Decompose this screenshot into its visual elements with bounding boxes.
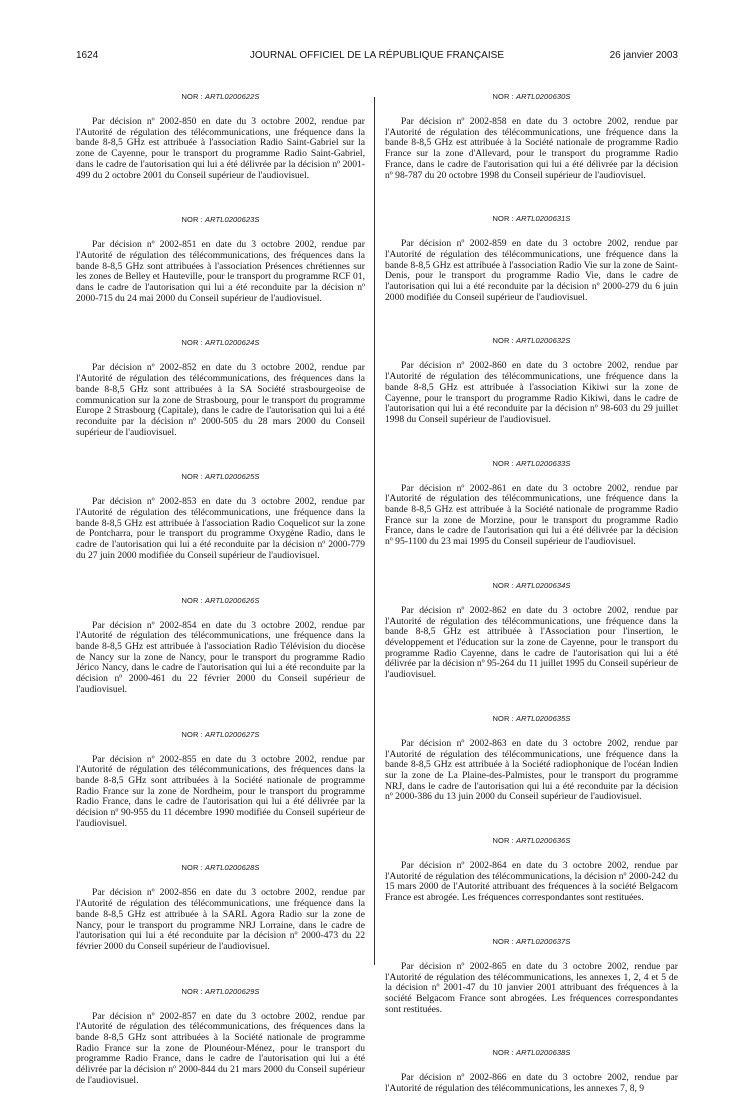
issue-date: 26 janvier 2003 — [609, 50, 678, 61]
nor-label: NOR : — [181, 472, 203, 482]
decision-entry — [76, 594, 365, 696]
decision-entry — [385, 1046, 678, 1094]
decision-text: Par décision nº 2002-854 en date du 3 octobre 2002, rendue par l'Autorité de régulation des télécommunications, une fréquence dans la bande 8-8,5 GHz est attribuée à l'association Radio Télévision du diocèse de Nancy sur la zone de Nancy, pour le transport du programme Radio Jérico Nancy, dans le cadre de l'autorisation qui lui a été reconduite par la décision nº 2000-461 du 22 février 2000 du Conseil supérieur de l'audiovisuel. — [76, 619, 365, 695]
nor-label: NOR : — [181, 729, 203, 739]
nor-code: ARTL0200636S — [516, 836, 571, 846]
decision-entry — [385, 90, 678, 181]
decision-text: Par décision nº 2002-859 en date du 3 octobre 2002, rendue par l'Autorité de régulation des télécommunications, une fréquence dans la bande 8-8,5 GHz est attribuée à l'association Radio Vie sur la zone de Saint-Denis, pour le transport du programme Radio Vie, dans le cadre de l'autorisation qui lui a été reconduite par la décision nº 2000-279 du 6 juin 2000 modifiée du Conseil supérieur de l'audiovisuel. — [385, 238, 678, 303]
nor-reference — [76, 336, 365, 350]
decision-text: Par décision nº 2002-860 en date du 3 octobre 2002, rendue par l'Autorité de régulation des télécommunications, une fréquence dans la bande 8-8,5 GHz est attribuée à l'association Kikiwi sur la zone de Cayenne, pour le transport du programme Radio Kikiwi, dans le cadre de l'autorisation qui lui a été reconduite par la décision nº 98-603 du 29 juillet 1998 du Conseil supérieur de l'audiovisuel. — [385, 360, 678, 425]
decision-text: Par décision nº 2002-857 en date du 3 octobre 2002, rendue par l'Autorité de régulation des télécommunications, des fréquences dans la bande 8-8,5 GHz sont attribuées à la Société nationale de programme Radio France sur la zone de Plounéour-Ménez, pour le transport du programme Radio France, dans le cadre de l'autorisation qui lui a été délivrée par la décision nº 2000-844 du 21 mars 2000 du Conseil supérieur de l'audiovisuel. — [76, 1010, 365, 1086]
nor-code: ARTL0200627S — [205, 729, 260, 739]
column-divider — [374, 97, 375, 965]
nor-label: NOR : — [181, 595, 203, 605]
decision-text: Par décision nº 2002-856 en date du 3 octobre 2002, rendue par l'Autorité de régulation des télécommunications, une fréquence dans la bande 8-8,5 GHz est attribuée à la SARL Agora Radio sur la zone de Nancy, pour le transport du programme NRJ Lorraine, dans le cadre de l'autorisation qui lui a été reconduite par la décision nº 2000-473 du 22 février 2000 du Conseil supérieur de l'audiovisuel. — [76, 887, 365, 952]
decision-entry — [76, 861, 365, 952]
decision-entry — [76, 336, 365, 438]
nor-reference — [385, 579, 678, 593]
decision-entry — [385, 579, 678, 681]
nor-label: NOR : — [492, 836, 514, 846]
nor-reference — [385, 935, 678, 949]
right-column — [385, 90, 678, 1104]
nor-label: NOR : — [492, 1048, 514, 1058]
nor-code: ARTL0200635S — [516, 713, 571, 723]
nor-reference — [76, 90, 365, 104]
nor-reference — [385, 712, 678, 726]
decision-entry — [76, 213, 365, 304]
decision-entry — [385, 334, 678, 425]
nor-label: NOR : — [492, 92, 514, 101]
nor-code: ARTL0200630S — [516, 92, 571, 101]
nor-code: ARTL0200638S — [516, 1048, 571, 1058]
nor-label: NOR : — [492, 936, 514, 946]
nor-label: NOR : — [492, 214, 514, 224]
nor-reference — [76, 213, 365, 227]
nor-label: NOR : — [181, 215, 203, 225]
decision-text: Par décision nº 2002-862 en date du 3 octobre 2002, rendue par l'Autorité de régulation des télécommunications, une fréquence dans la bande 8-8,5 GHz est attribuée à l'Association pour l'insertion, le développement et l'éducation sur la zone de Cayenne, pour le transport du programme Radio Cayenne, dans le cadre de l'autorisation qui lui a été délivrée par la décision nº 95-264 du 11 juillet 1995 du Conseil supérieur de l'audiovisuel. — [385, 604, 678, 681]
nor-label: NOR : — [181, 986, 203, 996]
decision-entry — [385, 712, 678, 803]
nor-code: ARTL0200629S — [205, 986, 260, 996]
nor-reference — [76, 594, 365, 608]
nor-code: ARTL0200634S — [516, 580, 571, 590]
nor-code: ARTL0200632S — [516, 336, 571, 346]
nor-label: NOR : — [492, 458, 514, 468]
nor-reference — [76, 728, 365, 742]
nor-label: NOR : — [181, 92, 203, 101]
nor-code: ARTL0200633S — [516, 458, 571, 468]
decision-entry — [385, 457, 678, 548]
nor-label: NOR : — [181, 863, 203, 873]
nor-reference — [385, 90, 678, 104]
decision-text: Par décision nº 2002-863 en date du 3 octobre 2002, rendue par l'Autorité de régulation des télécommunications, une fréquence dans la bande 8-8,5 GHz est attribuée à la Société radiophonique de l'océan Indien sur la zone de La Plaine-des-Palmistes, pour le transport du programme NRJ, dans le cadre de l'autorisation qui lui a été reconduite par la décision nº 2000-386 du 13 juin 2000 du Conseil supérieur de l'audiovisuel. — [385, 737, 678, 803]
nor-code: ARTL0200622S — [205, 92, 260, 101]
decision-text: Par décision nº 2002-866 en date du 3 octobre 2002, rendue par l'Autorité de régulation des télécommunications, les annexes 7, 8, 9 — [385, 1072, 678, 1095]
nor-reference — [385, 834, 678, 848]
nor-label: NOR : — [492, 713, 514, 723]
nor-code: ARTL0200631S — [516, 214, 571, 224]
nor-label: NOR : — [181, 338, 203, 348]
decision-text: Par décision nº 2002-861 en date du 3 octobre 2002, rendue par l'Autorité de régulation des télécommunications, une fréquence dans la bande 8-8,5 GHz est attribuée à la Société nationale de programme Radio France sur la zone de Morzine, pour le transport du programme Radio France, dans le cadre de l'autorisation qui lui a été délivrée par la décision nº 95-1100 du 23 mai 1995 du Conseil supérieur de l'audiovisuel. — [385, 482, 678, 548]
nor-label: NOR : — [492, 580, 514, 590]
decision-text: Par décision nº 2002-858 en date du 3 octobre 2002, rendue par l'Autorité de régulation des télécommunications, une fréquence dans la bande 8-8,5 GHz est attribuée à la Société nationale de programme Radio France sur la zone d'Allevard, pour le transport du programme Radio France, dans le cadre de l'autorisation qui lui a été délivrée par la décision nº 98-787 du 20 octobre 1998 du Conseil supérieur de l'audiovisuel. — [385, 116, 678, 181]
nor-code: ARTL0200637S — [516, 936, 571, 946]
nor-reference — [76, 470, 365, 484]
decision-entry — [385, 935, 678, 1016]
nor-reference — [385, 457, 678, 471]
nor-reference — [385, 1046, 678, 1060]
decision-entry — [385, 212, 678, 303]
nor-reference — [385, 212, 678, 226]
decision-text: Par décision nº 2002-852 en date du 3 octobre 2002, rendue par l'Autorité de régulation des télécommunications, des fréquences dans la bande 8-8,5 GHz sont attribuées à la SA Société strasbourgeoise de communication sur la zone de Strasbourg, pour le transport du programme Europe 2 Strasbourg (Capitale), dans le cadre de l'autorisation qui lui a été reconduite par la décision nº 2000-505 du 28 mars 2000 du Conseil supérieur de l'audiovisuel. — [76, 362, 365, 438]
decision-text: Par décision nº 2002-864 en date du 3 octobre 2002, rendue par l'Autorité de régulation des télécommunications, la décision nº 2000-242 du 15 mars 2000 de l'Autorité attribuant des fréquences à la société Belgacom France est abrogée. Les fréquences correspondantes sont restituées. — [385, 860, 678, 904]
decision-text: Par décision nº 2002-850 en date du 3 octobre 2002, rendue par l'Autorité de régulation des télécommunications, une fréquence dans la bande 8-8,5 GHz est attribuée à l'association Radio Saint-Gabriel sur la zone de Cayenne, pour le transport du programme Radio Saint-Gabriel, dans le cadre de l'autorisation qui lui a été délivrée par la décision nº 2001-499 du 2 octobre 2001 du Conseil supérieur de l'audiovisuel. — [76, 116, 365, 181]
decision-text: Par décision nº 2002-865 en date du 3 octobre 2002, rendue par l'Autorité de régulation des télécommunications, les annexes 1, 2, 4 et 5 de la décision nº 2001-47 du 10 janvier 2001 attribuant des fréquences à la société Belgacom France sont abrogées. Les fréquences correspondantes sont restituées. — [385, 960, 678, 1015]
decision-text: Par décision nº 2002-855 en date du 3 octobre 2002, rendue par l'Autorité de régulation des télécommunications, des fréquences dans la bande 8-8,5 GHz sont attribuées à la Société nationale de programme Radio France sur la zone de Nordheim, pour le transport du programme Radio France, dans le cadre de l'autorisation qui lui a été délivrée par la décision nº 90-955 du 11 décembre 1990 modifiée du Conseil supérieur de l'audiovisuel. — [76, 753, 365, 829]
left-column — [76, 90, 365, 1096]
nor-code: ARTL0200625S — [205, 472, 260, 482]
nor-code: ARTL0200623S — [205, 215, 260, 225]
nor-reference — [76, 861, 365, 875]
decision-text: Par décision nº 2002-853 en date du 3 octobre 2002, rendue par l'Autorité de régulation des télécommunications, une fréquence dans la bande 8-8,5 GHz est attribuée à l'association Radio Coquelicot sur la zone de Pontcharra, pour le transport du programme Oxygène Radio, dans le cadre de l'autorisation qui lui a été reconduite par la décision nº 2000-779 du 27 juin 2000 modifiée du Conseil supérieur de l'audiovisuel. — [76, 496, 365, 561]
nor-code: ARTL0200624S — [205, 338, 260, 348]
page-header — [76, 49, 678, 63]
journal-title: JOURNAL OFFICIEL DE LA RÉPUBLIQUE FRANÇAISE — [249, 50, 505, 61]
nor-label: NOR : — [492, 336, 514, 346]
nor-code: ARTL0200626S — [205, 595, 260, 605]
decision-entry — [76, 728, 365, 830]
decision-entry — [76, 985, 365, 1087]
decision-entry — [385, 834, 678, 904]
decision-entry — [76, 470, 365, 561]
nor-code: ARTL0200628S — [205, 863, 260, 873]
decision-entry — [76, 90, 365, 181]
decision-text: Par décision nº 2002-851 en date du 3 octobre 2002, rendue par l'Autorité de régulation des télécommunications, des fréquences dans la bande 8-8,5 GHz sont attribuées à l'association Présences chrétiennes sur les zones de Belley et Hauteville, pour le transport du programme RCF 01, dans le cadre de l'autorisation qui lui a été reconduite par la décision nº 2000-715 du 24 mai 2000 du Conseil supérieur de l'audiovisuel. — [76, 239, 365, 304]
nor-reference — [76, 985, 365, 999]
nor-reference — [385, 334, 678, 348]
page-number: 1624 — [76, 50, 99, 61]
